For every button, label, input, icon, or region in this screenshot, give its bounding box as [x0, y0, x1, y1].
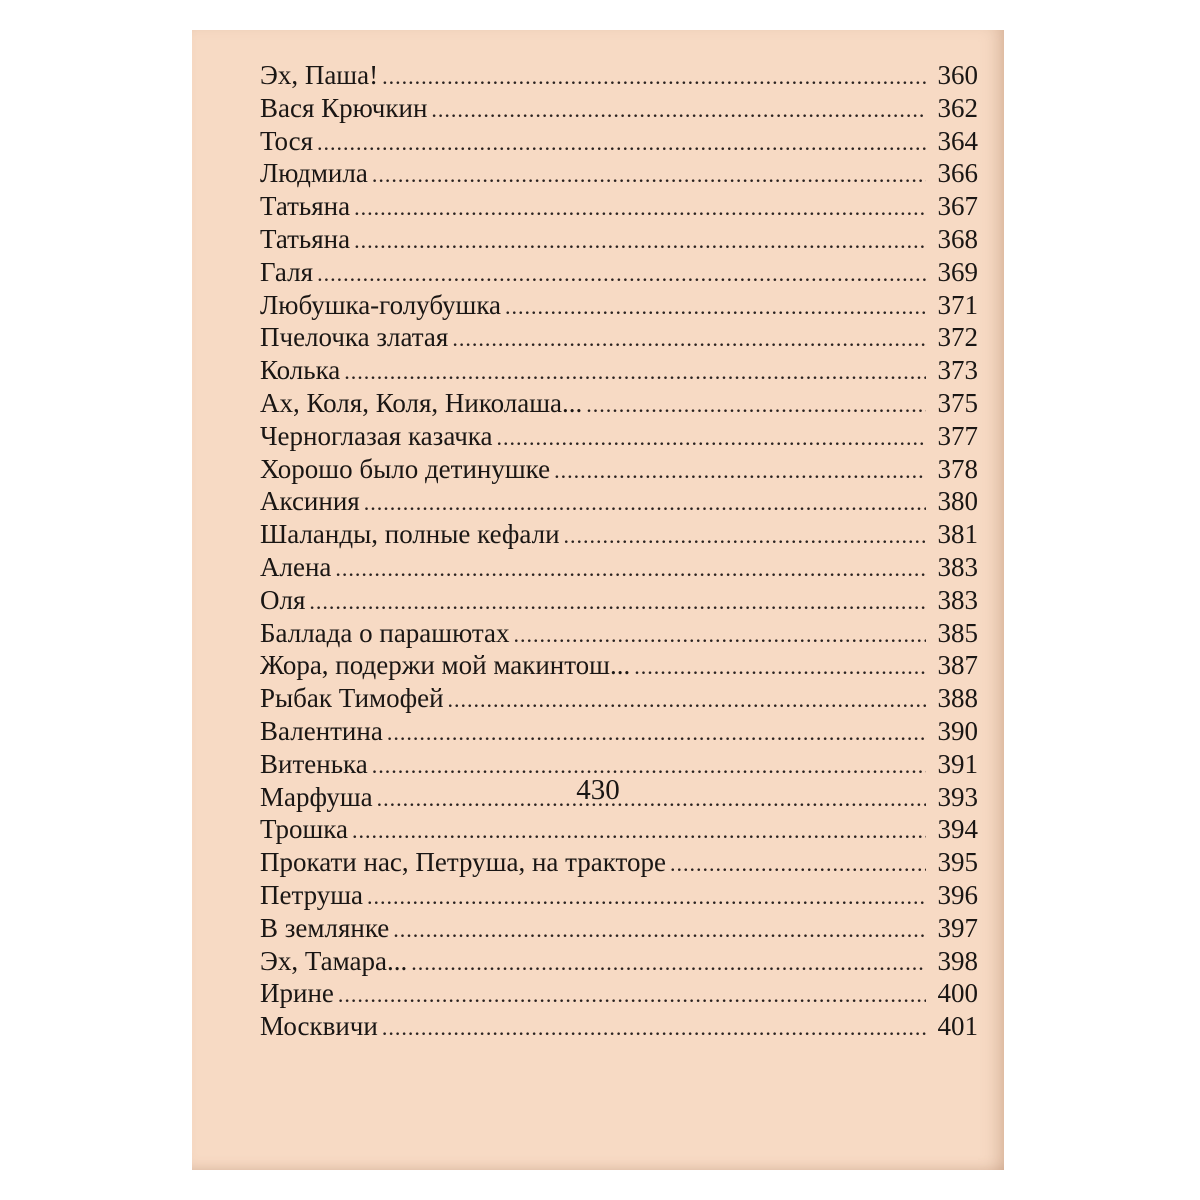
book-page	[192, 30, 1004, 1170]
toc-entry-title: Прокати нас, Петруша, на тракторе	[260, 847, 666, 878]
toc-entry-page: 377	[937, 420, 978, 451]
toc-entry	[260, 847, 978, 880]
toc-entry-page: 371	[937, 289, 978, 320]
toc-entry-title: Хорошо было детинушке	[260, 453, 551, 484]
dot-leader	[364, 490, 926, 516]
dot-leader	[354, 195, 926, 221]
dot-leader	[448, 687, 926, 713]
dot-leader	[411, 950, 926, 976]
dot-leader	[352, 818, 926, 844]
toc-entry	[260, 978, 978, 1011]
toc-entry	[260, 585, 978, 618]
dot-leader	[354, 228, 926, 254]
dot-leader	[452, 326, 926, 352]
toc-entry	[260, 322, 978, 355]
toc-entry-title: Колька	[260, 355, 341, 386]
dot-leader	[335, 556, 926, 582]
toc-entry-page: 372	[937, 322, 978, 353]
toc-entry	[260, 683, 978, 716]
toc-entry-title: Татьяна	[260, 191, 351, 222]
dot-leader	[372, 162, 926, 188]
toc-entry-page: 381	[937, 519, 978, 550]
toc-entry	[260, 224, 978, 257]
dot-leader	[382, 1015, 926, 1041]
toc-entry-title: Трошка	[260, 814, 348, 845]
toc-entry-page: 378	[937, 453, 978, 484]
toc-entry-title: Витенька	[260, 748, 368, 779]
toc-entry-page: 391	[937, 748, 978, 779]
dot-leader	[505, 294, 926, 320]
dot-leader	[338, 982, 926, 1008]
toc-entry-page: 388	[937, 683, 978, 714]
toc-entry-page: 395	[937, 847, 978, 878]
toc-entry-page: 396	[937, 879, 978, 910]
toc-entry	[260, 519, 978, 552]
dot-leader	[514, 622, 926, 648]
toc-entry-page: 366	[937, 158, 978, 189]
toc-entry-title: Любушка-голубушка	[260, 289, 502, 320]
toc-entry	[260, 913, 978, 946]
toc-entry	[260, 290, 978, 323]
toc-entry	[260, 716, 978, 749]
toc-entry	[260, 1011, 978, 1044]
dot-leader	[634, 654, 926, 680]
dot-leader	[344, 359, 926, 385]
toc-entry	[260, 454, 978, 487]
toc-entry-page: 400	[937, 978, 978, 1009]
toc-entry-page: 369	[937, 256, 978, 287]
toc-entry-page: 364	[937, 125, 978, 156]
dot-leader	[564, 523, 926, 549]
toc-entry	[260, 60, 978, 93]
toc-entry-page: 360	[937, 60, 978, 90]
toc-entry-page: 393	[937, 781, 978, 812]
toc-entry-title: Жора, подержи мой макинтош...	[260, 650, 631, 681]
toc-entry-title: Пчелочка златая	[260, 322, 449, 353]
toc-entry-title: Ах, Коля, Коля, Николаша...	[260, 387, 583, 418]
toc-entry-title: Ирине	[260, 978, 334, 1009]
toc-entry-page: 385	[937, 617, 978, 648]
toc-entry	[260, 880, 978, 913]
toc-entry-title: Эх, Тамара...	[260, 945, 408, 976]
dot-leader	[497, 425, 927, 451]
toc-entry-title: Оля	[260, 584, 306, 615]
toc-entry-page: 383	[937, 584, 978, 615]
table-of-contents	[260, 60, 978, 1044]
toc-entry	[260, 93, 978, 126]
toc-entry-title: Алена	[260, 551, 332, 582]
dot-leader	[393, 917, 926, 943]
toc-entry	[260, 126, 978, 159]
toc-entry-title: Черноглазая казачка	[260, 420, 493, 451]
dot-leader	[382, 64, 926, 90]
toc-entry-page: 397	[937, 912, 978, 943]
toc-entry-title: Эх, Паша!	[260, 60, 379, 90]
toc-entry-page: 398	[937, 945, 978, 976]
dot-leader	[387, 720, 926, 746]
toc-entry	[260, 257, 978, 290]
page-number: 430	[576, 774, 620, 806]
toc-entry	[260, 355, 978, 388]
dot-leader	[367, 884, 926, 910]
toc-entry	[260, 486, 978, 519]
dot-leader	[670, 851, 926, 877]
toc-entry-title: Галя	[260, 256, 314, 287]
toc-entry	[260, 421, 978, 454]
toc-entry-page: 380	[937, 486, 978, 517]
toc-entry-title: Рыбак Тимофей	[260, 683, 444, 714]
toc-entry-page: 387	[937, 650, 978, 681]
toc-entry-page: 394	[937, 814, 978, 845]
toc-entry-page: 375	[937, 387, 978, 418]
toc-entry	[260, 552, 978, 585]
toc-entry-page: 401	[937, 1011, 978, 1042]
dot-leader	[309, 589, 926, 615]
dot-leader	[554, 458, 926, 484]
dot-leader	[317, 130, 926, 156]
dot-leader	[317, 261, 926, 287]
toc-entry	[260, 814, 978, 847]
toc-entry-page: 390	[937, 715, 978, 746]
toc-entry	[260, 191, 978, 224]
toc-entry	[260, 158, 978, 191]
toc-entry-title: Валентина	[260, 715, 383, 746]
toc-entry-page: 383	[937, 551, 978, 582]
toc-entry	[260, 618, 978, 651]
toc-entry-page: 373	[937, 355, 978, 386]
toc-entry-title: Москвичи	[260, 1011, 378, 1042]
toc-entry	[260, 650, 978, 683]
toc-entry-title: В землянке	[260, 912, 390, 943]
dot-leader	[586, 392, 926, 418]
toc-entry	[260, 388, 978, 421]
toc-entry-page: 368	[937, 223, 978, 254]
toc-entry-title: Вася Крючкин	[260, 92, 428, 123]
dot-leader	[431, 97, 926, 123]
toc-entry-title: Тося	[260, 125, 314, 156]
toc-entry	[260, 946, 978, 979]
toc-entry-page: 362	[937, 92, 978, 123]
toc-entry-title: Баллада о парашютах	[260, 617, 510, 648]
toc-entry-title: Марфуша	[260, 781, 373, 812]
toc-entry-title: Татьяна	[260, 223, 351, 254]
toc-entry-title: Аксиния	[260, 486, 360, 517]
toc-entry-title: Шаланды, полные кефали	[260, 519, 560, 550]
toc-entry-title: Людмила	[260, 158, 368, 189]
toc-entry-title: Петруша	[260, 879, 364, 910]
toc-entry-page: 367	[937, 191, 978, 222]
